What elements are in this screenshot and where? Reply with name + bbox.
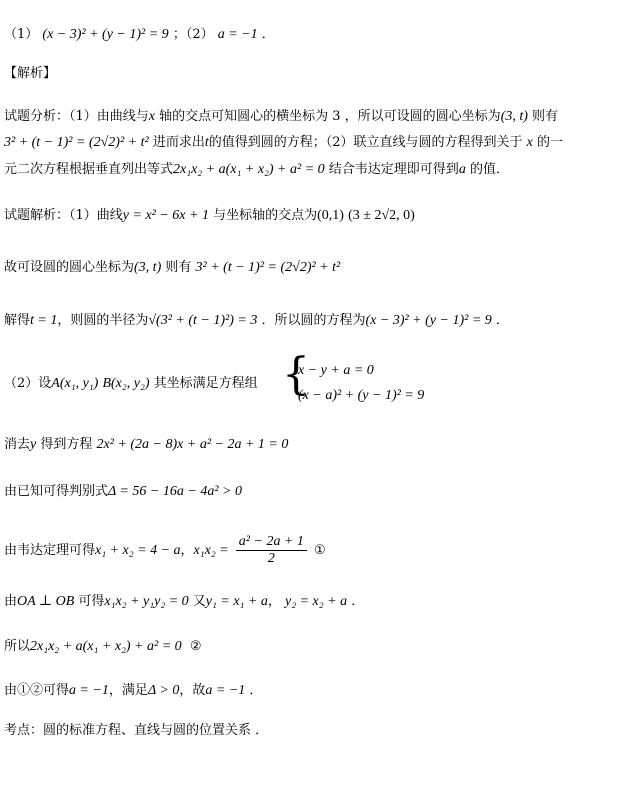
solution-text: 则有: [165, 260, 192, 275]
solution-text: ．: [495, 313, 509, 328]
analysis-text: 则有: [532, 109, 559, 124]
y1-relation: y₁ = x₁ + a: [205, 594, 268, 609]
solution-text: ，则圆的半径为: [57, 313, 149, 328]
math-var-x: x: [148, 109, 155, 124]
analysis-text: 元二次方程根据垂直列出等式: [4, 162, 174, 177]
center-coordinate: (3, t): [500, 109, 528, 124]
system-brace: {: [282, 349, 310, 400]
radius-value: √(3² + (t − 1)²) = 3: [148, 313, 258, 328]
answer-part2-equation: a = −1: [217, 27, 258, 42]
analysis-text: 结合韦达定理即可得到: [328, 162, 459, 177]
solution-text: 所以: [4, 639, 31, 654]
intersection-point-1: (0,1): [317, 208, 344, 223]
analysis-text: 的一: [537, 135, 564, 150]
solution-line-8: [4, 593, 364, 611]
discriminant: Δ = 56 − 16a − 4a² > 0: [108, 484, 242, 499]
a-value: a = −1: [69, 683, 109, 698]
intersection-point-2: (3 ± 2√2, 0): [348, 208, 415, 223]
solution-text: 可得: [78, 594, 105, 609]
solution-text: 解得: [4, 313, 31, 328]
solution-text: ，: [180, 543, 194, 558]
perpendicular-condition: 2x₁x₂ + a(x₁ + x₂) + a² = 0: [173, 162, 325, 177]
system-equation-2: (x − a)² + (y − 1)² = 9: [298, 388, 425, 403]
solution-text: ，故: [179, 683, 206, 698]
answer-separator: ；（2）: [172, 27, 214, 42]
solution-text: ，: [267, 594, 281, 609]
analysis-line-3: [4, 161, 509, 179]
system-equation-1: x − y + a = 0: [298, 363, 374, 378]
analysis-text: 进而求出: [152, 135, 205, 150]
answer-end: ．: [261, 27, 275, 42]
point-a: A(x₁, y₁): [51, 376, 99, 391]
solution-text: 又: [192, 594, 206, 609]
analysis-text: 试题分析：（1）由曲线与: [4, 109, 149, 124]
radius-equation: 3² + (t − 1)² = (2√2)² + t²: [4, 135, 149, 150]
quadratic-equation: 2x² + (2a − 8)x + a² − 2a + 1 = 0: [96, 437, 289, 452]
solution-line-10: [4, 682, 262, 700]
answer-part1-label: （1）: [4, 27, 39, 42]
perpendicular-relation: OA ⊥ OB: [17, 594, 75, 609]
final-a-value: a = −1: [205, 683, 246, 698]
solution-text: 试题解析：（1）曲线: [4, 208, 123, 223]
solution-text: 得到方程: [40, 437, 93, 452]
vieta-sum: x₁ + x₂ = 4 − a: [95, 543, 181, 558]
t-value: t = 1: [30, 313, 58, 328]
solution-line-9: [4, 638, 202, 656]
solution-text: ．: [249, 683, 263, 698]
answer-part1-equation: (x − 3)² + (y − 1)² = 9: [42, 27, 169, 42]
solution-text: ．: [351, 594, 365, 609]
solution-text: （2）设: [4, 376, 52, 391]
combined-condition: 2x₁x₂ + a(x₁ + x₂) + a² = 0: [30, 639, 182, 654]
solution-text: 由韦达定理可得: [4, 543, 96, 558]
solution-line-4: [4, 375, 258, 393]
analysis-line-1: [4, 108, 558, 126]
solution-text: 由①②可得: [4, 683, 70, 698]
analysis-line-2: [4, 134, 563, 152]
circled-mark-2: ②: [189, 639, 202, 654]
solution-line-1: [4, 207, 415, 225]
discriminant-check: Δ > 0: [147, 683, 180, 698]
vieta-product-fraction: [236, 534, 307, 567]
solution-text: 由已知可得判别式: [4, 484, 109, 499]
solution-text: 与坐标轴的交点为: [213, 208, 318, 223]
math-var-a: a: [458, 162, 466, 177]
fraction-numerator: a² − 2a + 1: [236, 534, 307, 551]
center-coordinate: (3, t): [134, 260, 162, 275]
solution-text: 消去: [4, 437, 31, 452]
analysis-text: 的值得到圆的方程；（2）联立直线与圆的方程得到关于: [208, 135, 523, 150]
solution-line-5: [4, 436, 288, 454]
solution-text: 由: [4, 594, 18, 609]
kaodian-line: 考点：圆的标准方程、直线与圆的位置关系 ．: [4, 723, 269, 738]
math-var-x: x: [526, 135, 533, 150]
answer-line: [4, 26, 275, 44]
solution-text: 故可设圆的圆心坐标为: [4, 260, 135, 275]
solution-line-3: [4, 312, 509, 330]
solution-text: ，满足: [108, 683, 148, 698]
solution-line-2: [4, 259, 340, 277]
analysis-text: 轴的交点可知圆心的横坐标为 3 ，所以可设圆的圆心坐标为: [159, 109, 501, 124]
jiexi-heading: 【解析】: [4, 66, 57, 81]
solution-text: ．所以圆的方程为: [261, 313, 366, 328]
math-var-t: t: [204, 135, 209, 150]
fraction-denominator: 2: [267, 551, 275, 566]
solution-line-7: [4, 534, 326, 567]
radius-equation: 3² + (t − 1)² = (2√2)² + t²: [195, 260, 341, 275]
y2-relation: y₂ = x₂ + a: [285, 594, 348, 609]
point-b: B(x₂, y₂): [102, 376, 150, 391]
circle-equation: (x − 3)² + (y − 1)² = 9: [365, 313, 492, 328]
analysis-text: 的值．: [469, 162, 509, 177]
solution-line-6: [4, 483, 242, 501]
curve-equation: y = x² − 6x + 1: [122, 208, 209, 223]
dot-product-zero: x₁x₂ + y₁y₂ = 0: [104, 594, 189, 609]
vieta-product-lhs: x₁x₂ =: [193, 543, 229, 558]
solution-text: 其坐标满足方程组: [153, 376, 258, 391]
circled-mark-1: ①: [314, 543, 326, 558]
math-var-y: y: [30, 437, 37, 452]
